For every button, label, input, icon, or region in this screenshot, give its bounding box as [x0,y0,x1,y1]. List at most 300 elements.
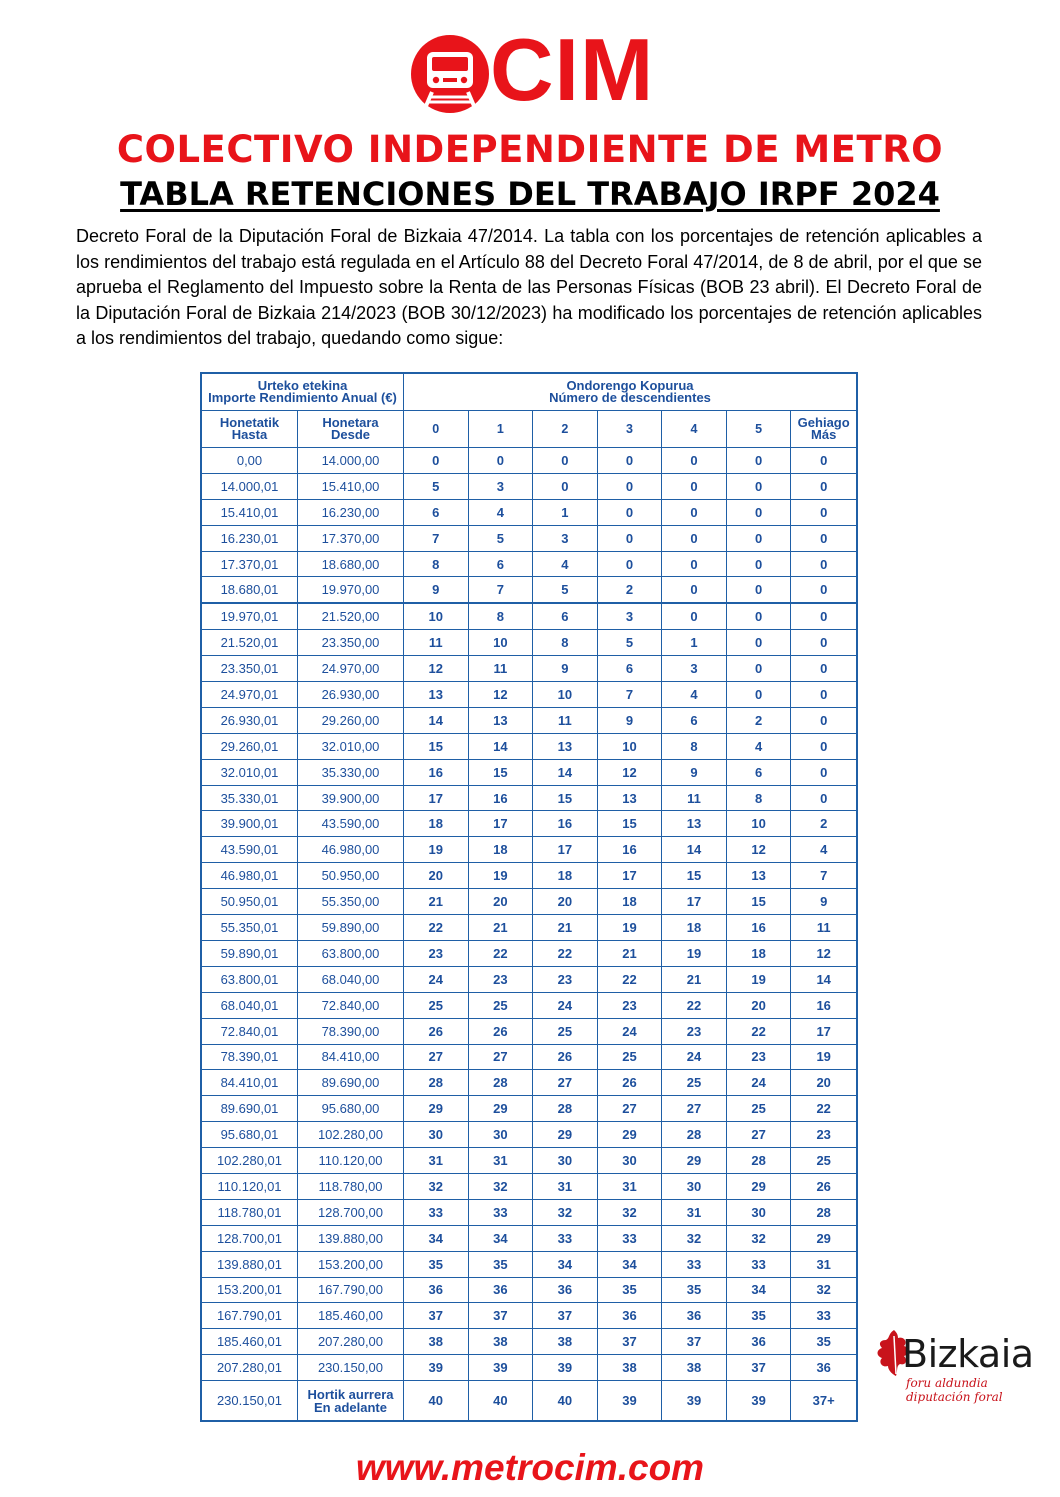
rate-cell: 20 [791,1070,856,1096]
income-from-cell: 43.590,01 [202,837,298,863]
rate-cell: 7 [791,863,856,889]
income-to-cell: 153.200,00 [298,1252,404,1278]
rate-cell: 19 [469,863,534,889]
rate-cell: 33 [469,1200,534,1226]
income-from-cell: 128.700,01 [202,1226,298,1252]
rate-cell: 6 [469,552,534,578]
rate-cell: 23 [533,967,598,993]
table-row [202,786,856,812]
rate-cell: 5 [469,526,534,552]
table-row [202,1278,856,1304]
rate-cell: 0 [791,734,856,760]
rate-cell: 23 [598,993,663,1019]
rate-cell: 10 [598,734,663,760]
rate-cell: 28 [533,1096,598,1122]
rate-cell: 5 [404,474,469,500]
rate-cell: 35 [598,1278,663,1304]
rate-cell: 0 [791,552,856,578]
rate-cell: 21 [598,941,663,967]
rate-cell: 16 [404,760,469,786]
rate-cell: 4 [791,837,856,863]
rate-cell: 6 [598,656,663,682]
rate-cell: 33 [533,1226,598,1252]
income-to-cell: 24.970,00 [298,656,404,682]
descendants-header [404,374,856,411]
rate-cell: 19 [598,915,663,941]
table-row [202,1019,856,1045]
rate-cell: 35 [662,1278,727,1304]
table-row [202,500,856,526]
income-to-cell: 207.280,00 [298,1329,404,1355]
rate-cell: 33 [662,1252,727,1278]
rate-cell: 30 [662,1174,727,1200]
table-row [202,941,856,967]
rate-cell: 36 [469,1278,534,1304]
rate-cell: 5 [533,577,598,604]
income-to-cell: 102.280,00 [298,1122,404,1148]
rate-cell: 30 [598,1148,663,1174]
rate-cell: 3 [469,474,534,500]
table-row [202,526,856,552]
income-to-cell: 15.410,00 [298,474,404,500]
income-to-cell: 63.800,00 [298,941,404,967]
rate-cell: 0 [791,708,856,734]
rate-cell: 0 [791,604,856,630]
rate-cell: 2 [727,708,792,734]
rate-cell: 22 [727,1019,792,1045]
rate-cell: 27 [727,1122,792,1148]
income-from-cell: 185.460,01 [202,1329,298,1355]
rate-cell: 0 [727,577,792,604]
rate-cell: 37 [662,1329,727,1355]
rate-cell: 0 [598,474,663,500]
rate-cell: 16 [469,786,534,812]
rate-cell: 15 [533,786,598,812]
rate-cell: 32 [727,1226,792,1252]
withholding-table [200,372,858,1422]
rate-cell: 11 [469,656,534,682]
income-from-cell: 19.970,01 [202,604,298,630]
rate-cell: 6 [727,760,792,786]
rate-cell: 29 [469,1096,534,1122]
rate-cell: 0 [791,630,856,656]
rate-cell: 25 [404,993,469,1019]
income-from-cell: 95.680,01 [202,1122,298,1148]
rate-cell: 0 [727,656,792,682]
rate-cell: 38 [533,1329,598,1355]
rate-cell: 20 [727,993,792,1019]
rate-cell: 37 [727,1355,792,1381]
rate-cell: 20 [404,863,469,889]
table-row [202,837,856,863]
rate-cell: 28 [469,1070,534,1096]
rate-cell: 26 [404,1019,469,1045]
rate-cell: 23 [791,1122,856,1148]
rate-cell: 14 [662,837,727,863]
rate-cell: 33 [791,1303,856,1329]
rate-cell: 15 [404,734,469,760]
rate-cell: 0 [791,448,856,474]
rate-cell: 19 [727,967,792,993]
rate-cell: 2 [791,811,856,837]
table-row [202,863,856,889]
income-to-cell: 68.040,00 [298,967,404,993]
rate-cell: 16 [598,837,663,863]
rate-cell: 21 [533,915,598,941]
rate-cell: 3 [598,604,663,630]
rate-cell: 19 [791,1045,856,1071]
rate-cell: 38 [662,1355,727,1381]
rate-cell: 37 [533,1303,598,1329]
rate-cell: 17 [791,1019,856,1045]
rate-cell: 16 [791,993,856,1019]
rate-cell: 26 [791,1174,856,1200]
rate-cell: 0 [791,500,856,526]
income-from-cell: 35.330,01 [202,786,298,812]
table-row [202,1381,856,1420]
rate-cell: 25 [469,993,534,1019]
rate-cell: 9 [662,760,727,786]
income-from-cell: 18.680,01 [202,577,298,604]
rate-cell: 36 [404,1278,469,1304]
rate-cell: 24 [727,1070,792,1096]
income-from-cell: 15.410,01 [202,500,298,526]
rate-cell: 0 [533,474,598,500]
rate-cell: 37+ [812,1393,835,1409]
rate-cell: 0 [662,552,727,578]
column-header-to-es: Desde [330,427,371,442]
column-header-desc-1: 1 [469,411,534,448]
rate-cell: 34 [598,1252,663,1278]
rate-cell: 33 [404,1200,469,1226]
rate-cell: 36 [727,1329,792,1355]
metro-train-icon [410,34,490,114]
column-header-desc-3: 3 [598,411,663,448]
rate-cell: 15 [727,889,792,915]
rate-cell: 0 [727,448,792,474]
rate-cell: 1 [533,500,598,526]
table-row [202,760,856,786]
website-link[interactable]: www.metrocim.com [355,1447,705,1488]
income-from-cell: 63.800,01 [202,967,298,993]
rate-cell: 18 [533,863,598,889]
rate-cell: 32 [404,1174,469,1200]
income-to-cell: 14.000,00 [298,448,404,474]
income-from-cell: 110.120,01 [202,1174,298,1200]
rate-cell: 26 [469,1019,534,1045]
rate-cell: 12 [727,837,792,863]
income-to-cell: 72.840,00 [298,993,404,1019]
income-to-cell: 55.350,00 [298,889,404,915]
descendants-header-es: Número de descendientes [549,390,711,405]
rate-cell: 10 [404,604,469,630]
rate-cell: 36 [533,1278,598,1304]
rate-cell: 17 [469,811,534,837]
rate-cell: 11 [533,708,598,734]
rate-cell: 40 [533,1381,598,1420]
rate-cell: 32 [662,1226,727,1252]
rate-cell: 0 [727,500,792,526]
cim-logo [0,20,1060,119]
rate-cell: 35 [469,1252,534,1278]
rate-cell: 37 [469,1303,534,1329]
rate-cell: 8 [662,734,727,760]
rate-cell: 7 [404,526,469,552]
income-from-cell: 102.280,01 [202,1148,298,1174]
rate-cell: 15 [662,863,727,889]
rate-cell: 18 [404,811,469,837]
income-from-cell: 23.350,01 [202,656,298,682]
rate-cell: 40 [404,1381,469,1420]
rate-cell: 9 [598,708,663,734]
income-from-cell: 153.200,01 [202,1278,298,1304]
rate-cell: 15 [469,760,534,786]
income-from-cell: 118.780,01 [202,1200,298,1226]
income-from-cell: 78.390,01 [202,1045,298,1071]
rate-cell: 0 [533,448,598,474]
rate-cell: 0 [727,552,792,578]
rate-cell: 0 [791,682,856,708]
income-to-cell [298,1381,404,1420]
rate-cell: 30 [404,1122,469,1148]
rate-cell: 32 [598,1200,663,1226]
table-row [202,1045,856,1071]
rate-cell: 14 [791,967,856,993]
table-row [202,1096,856,1122]
column-header-desc-4: 4 [662,411,727,448]
rate-cell: 29 [598,1122,663,1148]
income-to-cell: 118.780,00 [298,1174,404,1200]
income-to-cell: 16.230,00 [298,500,404,526]
rate-cell: 30 [727,1200,792,1226]
rate-cell: 13 [533,734,598,760]
rate-cell: 17 [404,786,469,812]
income-from-cell: 167.790,01 [202,1303,298,1329]
rate-cell: 1 [662,630,727,656]
rate-cell: 16 [727,915,792,941]
rate-cell: 7 [469,577,534,604]
rate-cell: 19 [662,941,727,967]
rate-cell: 20 [469,889,534,915]
income-header-es: Importe Rendimiento Anual (€) [208,390,397,405]
bizkaia-subtitle-eu: foru aldundia [906,1376,988,1390]
table-row [202,734,856,760]
rate-cell: 27 [662,1096,727,1122]
logo-text: CIM [490,20,655,119]
rate-cell: 0 [598,500,663,526]
income-from-cell: 68.040,01 [202,993,298,1019]
rate-cell: 18 [469,837,534,863]
table-row [202,708,856,734]
rate-cell: 28 [404,1070,469,1096]
table-row [202,1329,856,1355]
rate-cell: 6 [404,500,469,526]
rate-cell: 0 [662,448,727,474]
rate-cell: 3 [533,526,598,552]
rate-cell: 24 [404,967,469,993]
bizkaia-subtitle [906,1376,1003,1404]
rate-cell: 0 [727,526,792,552]
income-header [202,374,404,411]
rate-cell: 22 [662,993,727,1019]
income-from-cell: 230.150,01 [202,1381,298,1420]
table-row [202,811,856,837]
income-from-cell: 26.930,01 [202,708,298,734]
income-to-cell: 17.370,00 [298,526,404,552]
rate-cell: 39 [469,1355,534,1381]
income-from-cell: 207.280,01 [202,1355,298,1381]
rate-cell: 4 [469,500,534,526]
rate-cell: 18 [727,941,792,967]
organization-title: COLECTIVO INDEPENDIENTE DE METRO [116,128,944,171]
rate-cell: 7 [598,682,663,708]
rate-cell: 29 [404,1096,469,1122]
income-from-cell: 16.230,01 [202,526,298,552]
rate-cell: 13 [404,682,469,708]
rate-cell: 4 [662,682,727,708]
table-row [202,1226,856,1252]
rate-cell: 35 [727,1303,792,1329]
table-row [202,448,856,474]
table-row [202,1070,856,1096]
rate-cell: 29 [533,1122,598,1148]
rate-cell: 17 [662,889,727,915]
rate-cell: 0 [662,500,727,526]
rate-cell: 23 [469,967,534,993]
income-to-cell: 26.930,00 [298,682,404,708]
rate-cell: 25 [662,1070,727,1096]
rate-cell: 0 [791,526,856,552]
rate-cell: 12 [469,682,534,708]
rate-cell: 13 [662,811,727,837]
rate-cell: 3 [662,656,727,682]
rate-cell: 35 [404,1252,469,1278]
rate-cell: 27 [533,1070,598,1096]
income-from-cell: 55.350,01 [202,915,298,941]
income-to-cell: 128.700,00 [298,1200,404,1226]
rate-cell: 5 [598,630,663,656]
rate-cell: 13 [598,786,663,812]
table-row [202,915,856,941]
rate-cell: 13 [727,863,792,889]
table-row [202,1148,856,1174]
rate-cell: 0 [791,760,856,786]
rate-cell: 9 [791,889,856,915]
rate-cell: 27 [469,1045,534,1071]
rate-cell: 0 [791,474,856,500]
table-row [202,604,856,630]
rate-cell: 31 [404,1148,469,1174]
rate-cell: 30 [469,1122,534,1148]
rate-cell: 23 [404,941,469,967]
rate-cell: 30 [533,1148,598,1174]
rate-cell: 15 [598,811,663,837]
rate-cell: 28 [727,1148,792,1174]
rate-cell: 24 [598,1019,663,1045]
rate-cell: 25 [791,1148,856,1174]
income-to-cell: 43.590,00 [298,811,404,837]
income-to-cell: 185.460,00 [298,1303,404,1329]
table-row [202,682,856,708]
rate-cell: 23 [662,1019,727,1045]
rate-cell: 0 [791,786,856,812]
income-from-cell: 72.840,01 [202,1019,298,1045]
rate-cell: 34 [469,1226,534,1252]
column-header-from-es: Hasta [231,427,268,442]
income-to-cell: 46.980,00 [298,837,404,863]
table-row [202,552,856,578]
rate-cell: 11 [662,786,727,812]
rate-cell: 22 [404,915,469,941]
income-from-cell: 84.410,01 [202,1070,298,1096]
rate-cell: 9 [404,577,469,604]
rate-cell: 0 [662,526,727,552]
rate-cell: 16 [533,811,598,837]
rate-cell: 31 [533,1174,598,1200]
rate-cell: 29 [727,1174,792,1200]
rate-cell: 34 [727,1278,792,1304]
table-row [202,474,856,500]
rate-cell: 36 [791,1355,856,1381]
rate-cell: 0 [662,604,727,630]
rate-cell: 36 [662,1303,727,1329]
rate-cell: 0 [469,448,534,474]
table-row [202,656,856,682]
rate-cell: 26 [598,1070,663,1096]
rate-cell: 39 [533,1355,598,1381]
rate-cell: 38 [598,1355,663,1381]
rate-cell: 0 [598,448,663,474]
rate-cell: 23 [727,1045,792,1071]
income-to-cell: 139.880,00 [298,1226,404,1252]
rate-cell: 12 [791,941,856,967]
rate-cell: 39 [727,1381,792,1420]
rate-cell: 0 [791,577,856,604]
rate-cell: 0 [662,577,727,604]
rate-cell: 11 [404,630,469,656]
rate-cell: 0 [727,474,792,500]
column-header-more [791,411,856,448]
rate-cell: 8 [533,630,598,656]
rate-cell: 22 [469,941,534,967]
rate-cell: 33 [598,1226,663,1252]
rate-cell: 24 [533,993,598,1019]
column-header-desc-5: 5 [727,411,792,448]
column-header-desc-0: 0 [404,411,469,448]
rate-cell: 0 [662,474,727,500]
table-row [202,1303,856,1329]
rate-cell: 31 [598,1174,663,1200]
table-row [202,1122,856,1148]
rate-cell: 0 [598,526,663,552]
rate-cell: 12 [598,760,663,786]
rate-cell: 35 [791,1329,856,1355]
rate-cell: 25 [533,1019,598,1045]
rate-cell: 0 [727,630,792,656]
rate-cell: 20 [533,889,598,915]
income-from-cell: 17.370,01 [202,552,298,578]
rate-cell: 8 [404,552,469,578]
column-header-more-eu: Gehiago [797,415,850,430]
income-from-cell: 21.520,01 [202,630,298,656]
column-header-to-eu: Honetara [322,415,379,430]
column-header-from [202,411,298,448]
rate-cell: 8 [469,604,534,630]
rate-cell: 0 [727,682,792,708]
rate-cell: 37 [404,1303,469,1329]
rate-cell: 36 [598,1303,663,1329]
rate-cell: 38 [404,1329,469,1355]
